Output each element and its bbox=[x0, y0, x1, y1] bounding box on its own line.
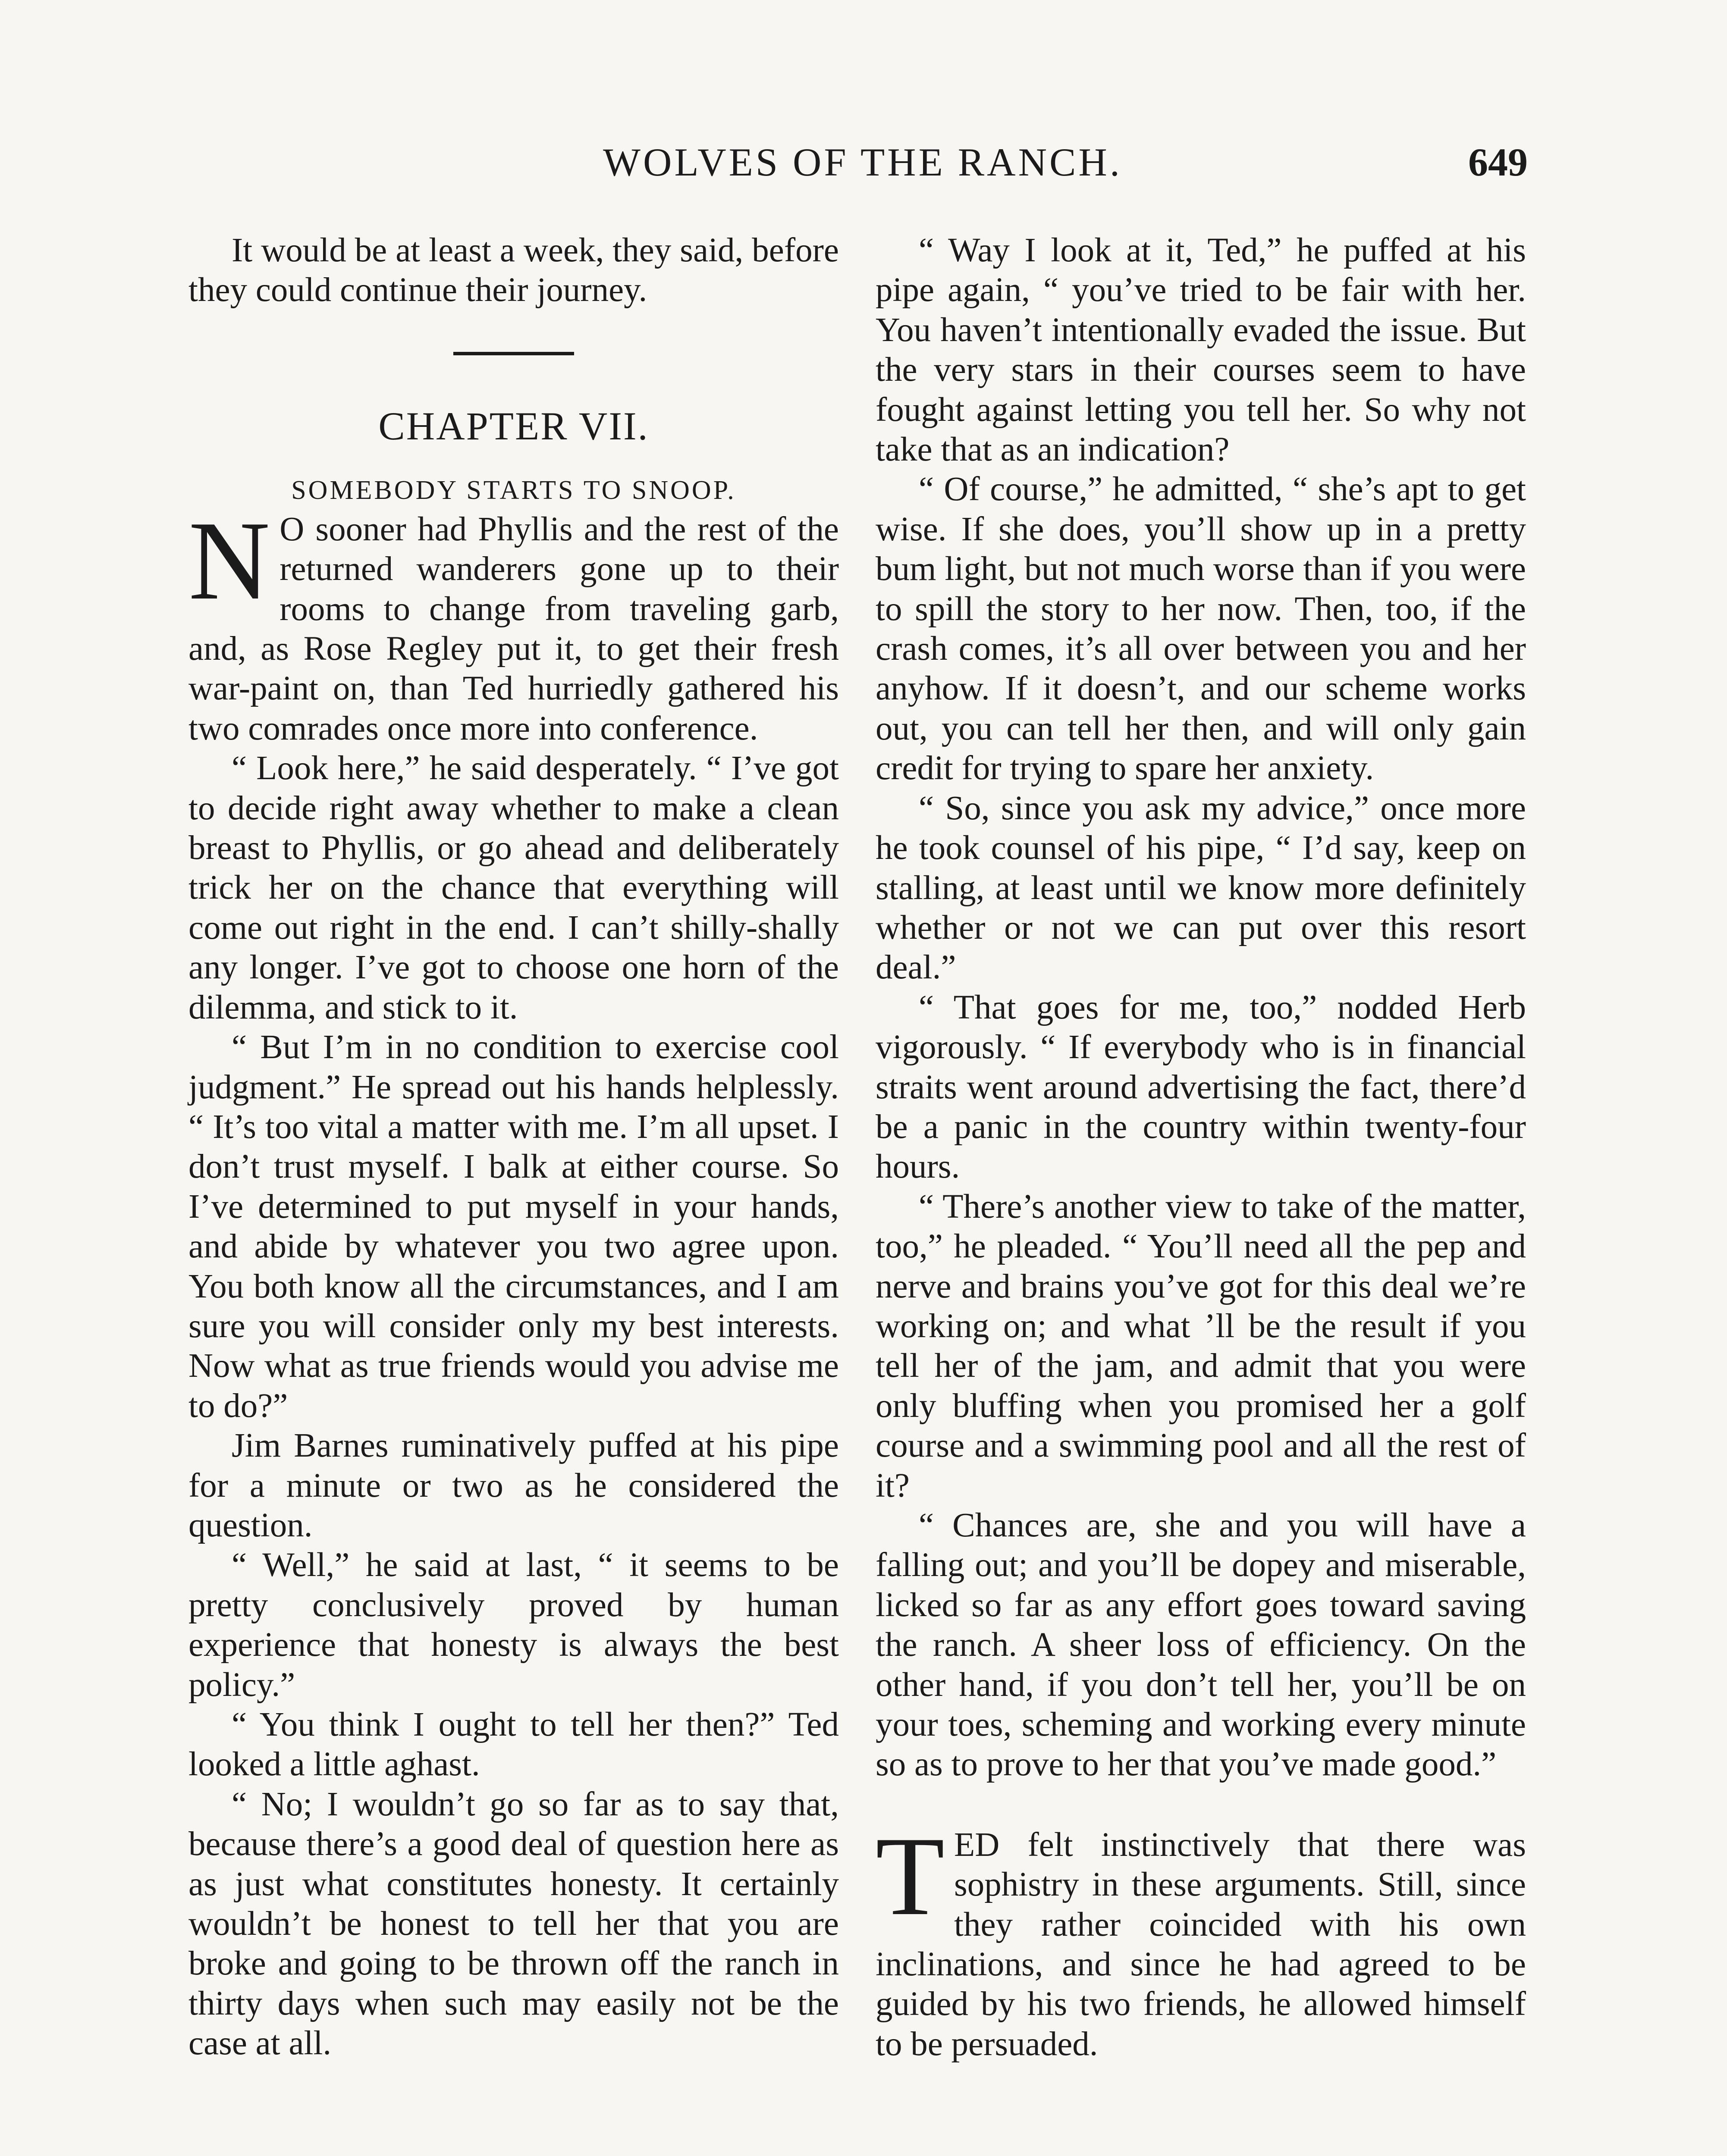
paragraph: Jim Barnes ruminatively puffed at his pipe for a minute or two as he considered the question. bbox=[188, 1427, 839, 1544]
paragraph: “ No; I wouldn’t go so far as to say that, because there’s a good deal of question here as as just what constitutes honesty. It certainly wouldn’t be honest to tell her that you are broke and going to be thrown off the ranch in thirty days when such may easily not be the case at all. bbox=[188, 1785, 839, 2062]
dropcap-paragraph-text: felt instinctively that there was sophistry in these arguments. Still, since they rather coincided with his own inclinations, and since he had agreed to be guided by his two friends, he allowed himself to be persuaded. bbox=[876, 1826, 1526, 2063]
section-divider-rule bbox=[453, 352, 574, 355]
section-break-space bbox=[876, 1785, 1526, 1825]
chapter-opening-paragraph bbox=[188, 498, 839, 749]
closing-section-paragraph bbox=[876, 1813, 1526, 2064]
dropcap-letter: N bbox=[188, 498, 270, 623]
chapter-title: CHAPTER VII. bbox=[378, 404, 649, 448]
paragraph: “ Well,” he said at last, “ it seems to be pretty conclusively proved by human experience that honesty is always the best policy.” bbox=[188, 1546, 839, 1704]
paragraph: “ Look here,” he said desperately. “ I’ve got to decide right away whether to make a clean breast to Phyllis, or go ahead and deliberately trick her on the chance that everything will come out right in the end. I can’t shilly-shally any longer. I’ve got to choose one horn of the dilemma, and stick to it. bbox=[188, 749, 839, 1026]
right-column bbox=[876, 231, 1526, 2064]
paragraph: “ But I’m in no condition to exercise cool judgment.” He spread out his hands helplessly. “ It’s too vital a matter with me. I’m all upset. I don’t trust myself. I balk at either course. So I’ve determined to put myself in your hands, and abide by whatever you two agree upon. You both know all the circumstances, and I am sure you will consider only my best interests. Now what as true friends would you advise me to do?” bbox=[188, 1028, 839, 1425]
running-head: WOLVES OF THE RANCH. bbox=[603, 140, 1122, 184]
dropcap-small-caps: O bbox=[279, 510, 305, 548]
paragraph: “ You think I ought to tell her then?” Ted looked a little aghast. bbox=[188, 1706, 839, 1783]
paragraph: “ So, since you ask my advice,” once more he took counsel of his pipe, “ I’d say, keep on stalling, at least until we know more definitely whether or not we can put over this resort deal.” bbox=[876, 789, 1526, 987]
paragraph: “ Of course,” he admitted, “ she’s apt to get wise. If she does, you’ll show up in a pretty bum light, but not much worse than if you were to spill the story to her now. Then, too, if the crash comes, it’s all over between you and her anyhow. If it doesn’t, and our scheme works out, you can tell her then, and will only gain credit for trying to spare her anxiety. bbox=[876, 470, 1526, 787]
left-column bbox=[188, 231, 839, 2064]
dropcap-letter: T bbox=[876, 1813, 945, 1939]
paragraph: “ That goes for me, too,” nodded Herb vigorously. “ If everybody who is in financial straits went around advertising the fact, there’d be a panic in the country within twenty-four hours. bbox=[876, 988, 1526, 1186]
dropcap-paragraph-text: sooner had Phyllis and the rest of the returned wanderers gone up to their rooms to change from traveling garb, and, as Rose Regley put it, to get their fresh war-paint on, than Ted hurriedly gathered his two comrades once more into conference. bbox=[188, 510, 839, 747]
chapter-subtitle: SOMEBODY STARTS TO SNOOP. bbox=[291, 475, 736, 505]
paragraph: “ Chances are, she and you will have a falling out; and you’ll be dopey and miserable, licked so far as any effort goes toward saving the ranch. A sheer loss of efficiency. On the other hand, if you don’t tell her, you’ll be on your toes, scheming and working every minute so as to prove to her that you’ve made good.” bbox=[876, 1507, 1526, 1783]
dropcap-small-caps: ED bbox=[954, 1826, 1000, 1864]
paragraph: “ Way I look at it, Ted,” he puffed at his pipe again, “ you’ve tried to be fair with her. You haven’t intentionally evaded the issue. But the very stars in their courses seem to have fought against letting you tell her. So why not take that as an indication? bbox=[876, 232, 1526, 469]
paragraph: “ There’s another view to take of the matter, too,” he pleaded. “ You’ll need all the pep and nerve and brains you’ve got for this deal we’re working on; and what ’ll be the result if you tell her of the jam, and admit that you were only bluffing when you promised her a golf course and a swimming pool and all the rest of it? bbox=[876, 1188, 1526, 1504]
page-number: 649 bbox=[1468, 140, 1528, 184]
opening-paragraph: It would be at least a week, they said, before they could continue their journey. bbox=[188, 232, 839, 309]
